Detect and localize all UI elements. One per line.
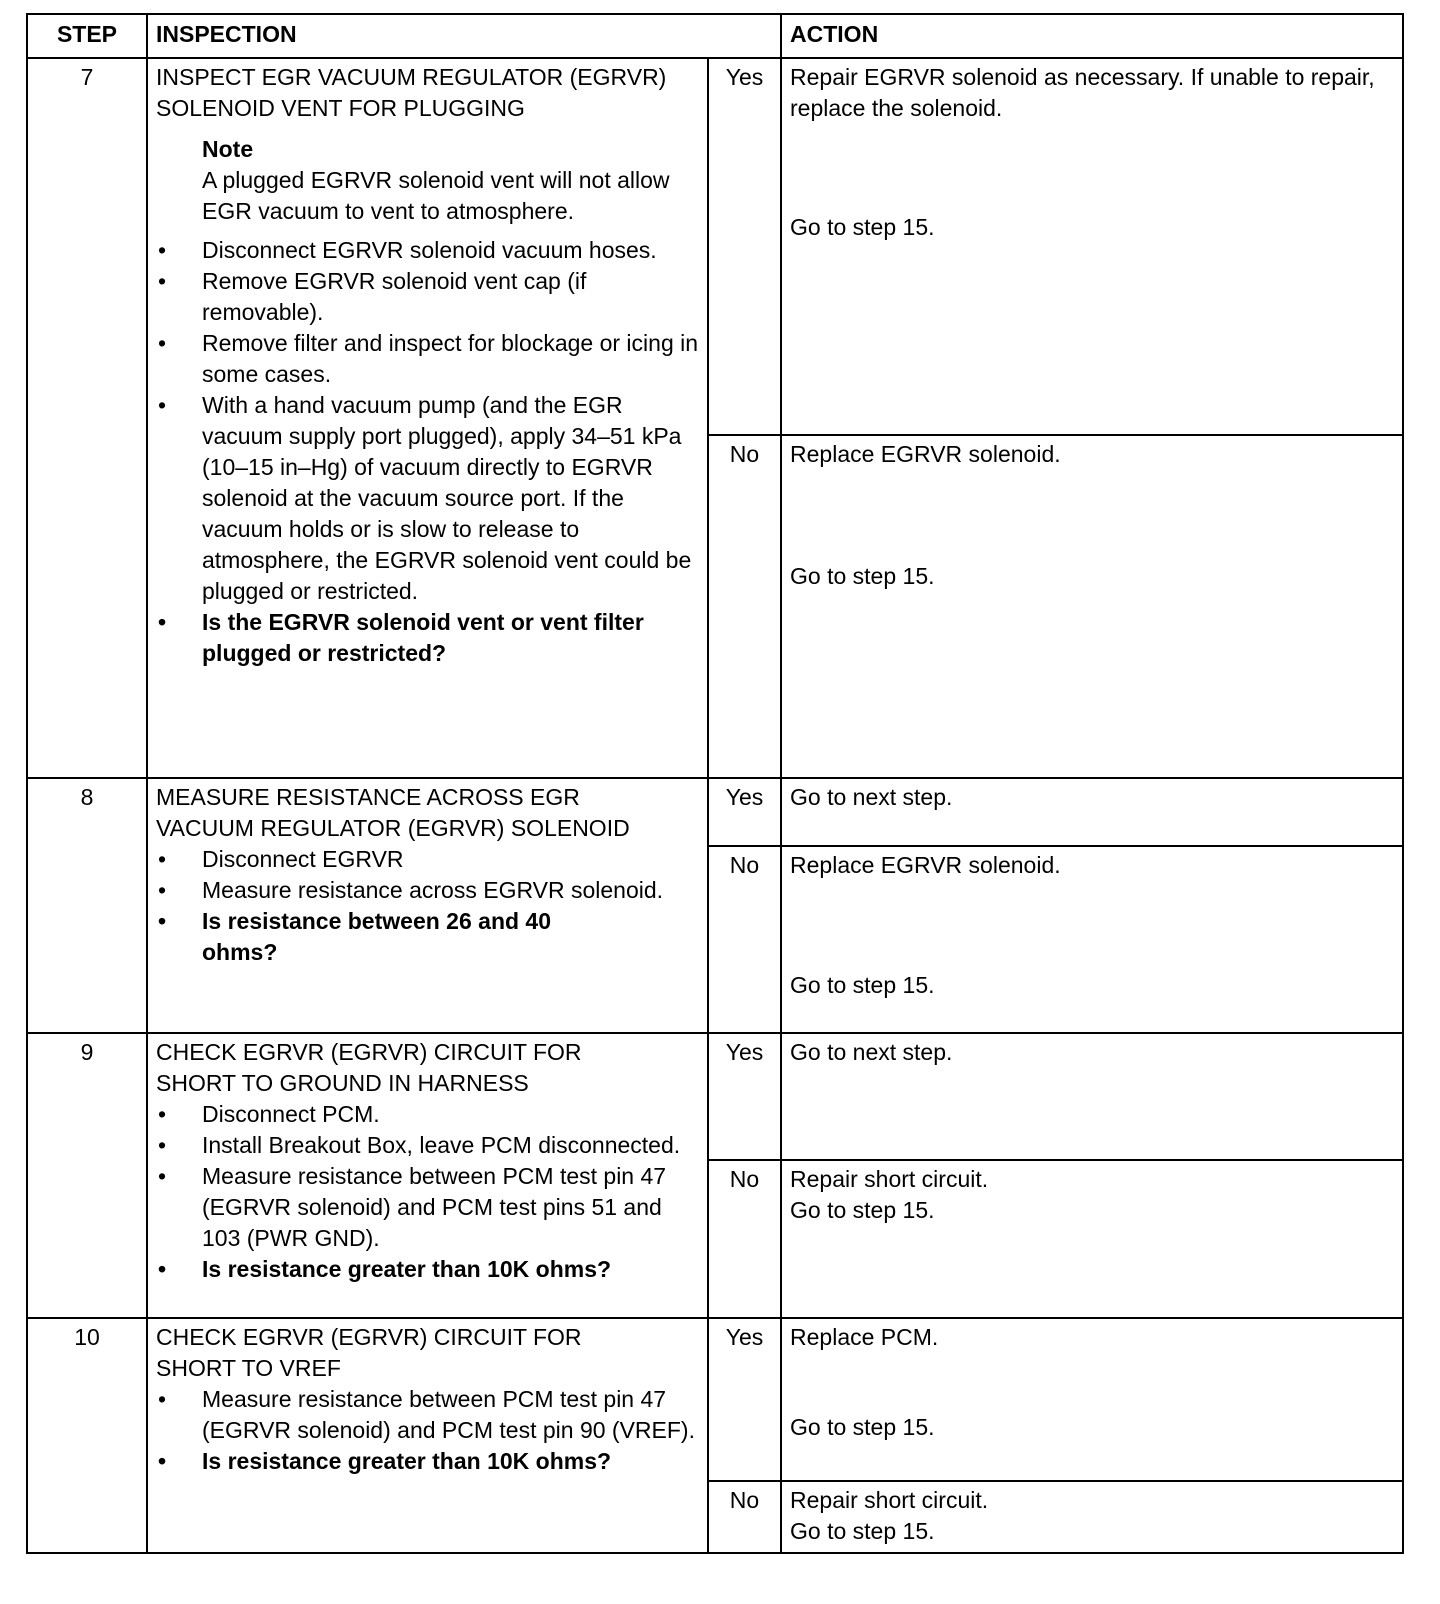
- diagnostic-table: [26, 13, 1404, 1554]
- no-action-cell: [781, 1481, 1403, 1553]
- question-item: • Is resistance greater than 10K ohms?: [156, 1446, 699, 1477]
- list-item: • Disconnect EGRVR: [156, 844, 699, 875]
- step-number: 9: [27, 1033, 147, 1318]
- note-heading: Note: [202, 136, 254, 162]
- inspection-cell: [147, 778, 708, 1033]
- list-item: • Remove filter and inspect for blockage or icing in some cases.: [156, 328, 699, 390]
- step-number: 7: [27, 58, 147, 778]
- no-label: No: [708, 435, 781, 778]
- question-item: • Is resistance between 26 and 40 ohms?: [156, 906, 699, 968]
- list-item: • Remove EGRVR solenoid vent cap (if removable).: [156, 266, 699, 328]
- table-row: [27, 58, 1403, 435]
- yes-action-cell: [781, 58, 1403, 435]
- no-action-cell: [781, 1160, 1403, 1318]
- table-row: [27, 1033, 1403, 1160]
- list-item: • Measure resistance between PCM test pin 47 (EGRVR solenoid) and PCM test pin 90 (VREF).: [156, 1384, 699, 1446]
- list-item: • Install Breakout Box, leave PCM disconnected.: [156, 1130, 699, 1161]
- yes-label: Yes: [708, 1033, 781, 1160]
- header-inspection: INSPECTION: [147, 14, 781, 58]
- header-action: ACTION: [781, 14, 1403, 58]
- table-row: [27, 778, 1403, 846]
- yes-action-cell: [781, 1318, 1403, 1481]
- header-row: [27, 14, 1403, 58]
- header-step: STEP: [27, 14, 147, 58]
- no-label: No: [708, 1481, 781, 1553]
- yes-goto: Go to step 15.: [790, 1414, 935, 1440]
- no-action-cell: [781, 435, 1403, 778]
- no-action: Replace EGRVR solenoid.: [790, 852, 1061, 878]
- list-item: • Disconnect EGRVR solenoid vacuum hoses.: [156, 235, 699, 266]
- yes-label: Yes: [708, 778, 781, 846]
- inspection-title: CHECK EGRVR (EGRVR) CIRCUIT FOR SHORT TO GROUND IN HARNESS: [156, 1039, 582, 1096]
- inspection-title: CHECK EGRVR (EGRVR) CIRCUIT FOR SHORT TO VREF: [156, 1324, 582, 1381]
- no-action-cell: [781, 846, 1403, 1033]
- inspection-title: INSPECT EGR VACUUM REGULATOR (EGRVR) SOLENOID VENT FOR PLUGGING: [156, 64, 667, 121]
- no-goto: Go to step 15.: [790, 1518, 935, 1544]
- question-item: • Is the EGRVR solenoid vent or vent filter plugged or restricted?: [156, 607, 699, 669]
- yes-label: Yes: [708, 58, 781, 435]
- yes-goto: Go to step 15.: [790, 214, 935, 240]
- list-item: • With a hand vacuum pump (and the EGR vacuum supply port plugged), apply 34–51 kPa (10–15 in–Hg) of vacuum directly to EGRVR solenoid at the vacuum source port. If the vacuum holds or is slow to release to atmosphere, the EGRVR solenoid vent could be plugged or restricted.: [156, 390, 699, 607]
- yes-action: Replace PCM.: [790, 1324, 939, 1350]
- yes-action-cell: [781, 1033, 1403, 1160]
- no-label: No: [708, 846, 781, 1033]
- yes-action: Go to next step.: [790, 784, 953, 810]
- inspection-cell: [147, 1318, 708, 1553]
- no-goto: Go to step 15.: [790, 972, 935, 998]
- inspection-title: MEASURE RESISTANCE ACROSS EGR VACUUM REGULATOR (EGRVR) SOLENOID: [156, 784, 630, 841]
- yes-label: Yes: [708, 1318, 781, 1481]
- step-number: 10: [27, 1318, 147, 1553]
- note-box: [202, 134, 699, 227]
- question-item: • Is resistance greater than 10K ohms?: [156, 1254, 699, 1285]
- yes-action: Go to next step.: [790, 1039, 953, 1065]
- list-item: • Measure resistance between PCM test pin 47 (EGRVR solenoid) and PCM test pins 51 and 103 (PWR GND).: [156, 1161, 699, 1254]
- no-action: Replace EGRVR solenoid.: [790, 441, 1061, 467]
- bullet-list: [156, 1384, 699, 1477]
- no-goto: Go to step 15.: [790, 1197, 935, 1223]
- bullet-list: [156, 844, 699, 968]
- bullet-list: [156, 1099, 699, 1285]
- yes-action-cell: [781, 778, 1403, 846]
- inspection-cell: [147, 58, 708, 778]
- list-item: • Disconnect PCM.: [156, 1099, 699, 1130]
- list-item: • Measure resistance across EGRVR solenoid.: [156, 875, 699, 906]
- note-text: A plugged EGRVR solenoid vent will not allow EGR vacuum to vent to atmosphere.: [202, 167, 670, 224]
- no-action: Repair short circuit.: [790, 1166, 989, 1192]
- no-action: Repair short circuit.: [790, 1487, 989, 1513]
- bullet-list: [156, 235, 699, 669]
- yes-action: Repair EGRVR solenoid as necessary. If unable to repair, replace the solenoid.: [790, 64, 1375, 121]
- step-number: 8: [27, 778, 147, 1033]
- table-row: [27, 1318, 1403, 1481]
- no-goto: Go to step 15.: [790, 563, 935, 589]
- no-label: No: [708, 1160, 781, 1318]
- inspection-cell: [147, 1033, 708, 1318]
